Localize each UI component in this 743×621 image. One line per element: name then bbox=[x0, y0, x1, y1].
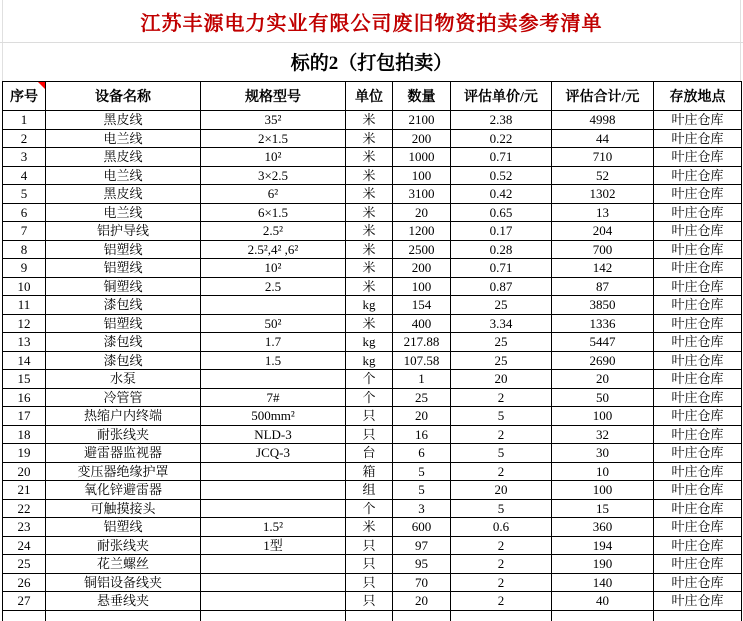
cell-location: 叶庄仓库 bbox=[654, 222, 742, 241]
cell-seq: 5 bbox=[3, 185, 46, 204]
cell-qty: 100 bbox=[393, 277, 451, 296]
cell-total: 32 bbox=[552, 425, 654, 444]
cell-total: 700 bbox=[552, 240, 654, 259]
cell-spec: JCQ-3 bbox=[201, 444, 346, 463]
cell-name: 热缩户内终端 bbox=[46, 407, 201, 426]
cell-spec: 2.5² bbox=[201, 222, 346, 241]
cell-unit: kg bbox=[346, 351, 393, 370]
cell-name: 漆包线 bbox=[46, 333, 201, 352]
cell-total: 87 bbox=[552, 277, 654, 296]
table-row bbox=[3, 129, 742, 148]
table-row bbox=[3, 111, 742, 130]
cell-unit-price: 2 bbox=[451, 462, 552, 481]
cell-seq: 14 bbox=[3, 351, 46, 370]
cell-seq: 22 bbox=[3, 499, 46, 518]
cell-location: 叶庄仓库 bbox=[654, 499, 742, 518]
cell-seq: 18 bbox=[3, 425, 46, 444]
partial-row bbox=[3, 610, 742, 621]
cell-unit: 米 bbox=[346, 518, 393, 537]
cell-location bbox=[654, 610, 742, 621]
cell-qty: 217.88 bbox=[393, 333, 451, 352]
cell-unit-price: 5 bbox=[451, 499, 552, 518]
table-row bbox=[3, 592, 742, 611]
cell-seq: 4 bbox=[3, 166, 46, 185]
cell-qty: 600 bbox=[393, 518, 451, 537]
col-header-location: 存放地点 bbox=[654, 82, 742, 111]
table-row bbox=[3, 388, 742, 407]
cell-name: 铝塑线 bbox=[46, 518, 201, 537]
cell-total: 204 bbox=[552, 222, 654, 241]
cell-name: 变压器绝缘护罩 bbox=[46, 462, 201, 481]
cell-unit: 组 bbox=[346, 481, 393, 500]
cell-total: 5447 bbox=[552, 333, 654, 352]
cell-unit-price: 0.71 bbox=[451, 148, 552, 167]
cell-location: 叶庄仓库 bbox=[654, 148, 742, 167]
cell-seq: 2 bbox=[3, 129, 46, 148]
cell-unit: 米 bbox=[346, 259, 393, 278]
table-row bbox=[3, 499, 742, 518]
cell-location: 叶庄仓库 bbox=[654, 203, 742, 222]
table-row bbox=[3, 370, 742, 389]
page-title: 江苏丰源电力实业有限公司废旧物资拍卖参考清单 bbox=[140, 12, 603, 35]
col-header-unit: 单位 bbox=[346, 82, 393, 111]
cell-seq: 27 bbox=[3, 592, 46, 611]
cell-unit-price: 2 bbox=[451, 555, 552, 574]
cell-total: 100 bbox=[552, 481, 654, 500]
header-row bbox=[3, 82, 742, 111]
cell-unit: 米 bbox=[346, 185, 393, 204]
cell-name: 铝塑线 bbox=[46, 259, 201, 278]
cell-total: 50 bbox=[552, 388, 654, 407]
cell-total: 710 bbox=[552, 148, 654, 167]
cell-location: 叶庄仓库 bbox=[654, 166, 742, 185]
table-row bbox=[3, 222, 742, 241]
col-header-total: 评估合计/元 bbox=[552, 82, 654, 111]
cell-name: 耐张线夹 bbox=[46, 536, 201, 555]
cell-unit-price: 2 bbox=[451, 425, 552, 444]
cell-location: 叶庄仓库 bbox=[654, 592, 742, 611]
cell-name: 花兰螺丝 bbox=[46, 555, 201, 574]
cell-seq: 25 bbox=[3, 555, 46, 574]
cell-total: 1302 bbox=[552, 185, 654, 204]
cell-unit: 米 bbox=[346, 240, 393, 259]
table-row bbox=[3, 166, 742, 185]
cell-name: 电兰线 bbox=[46, 166, 201, 185]
cell-location: 叶庄仓库 bbox=[654, 296, 742, 315]
cell-qty: 5 bbox=[393, 481, 451, 500]
cell-unit-price: 25 bbox=[451, 296, 552, 315]
cell-total bbox=[552, 610, 654, 621]
cell-seq: 12 bbox=[3, 314, 46, 333]
cell-unit-price: 0.22 bbox=[451, 129, 552, 148]
cell-spec bbox=[201, 592, 346, 611]
cell-unit-price: 2 bbox=[451, 592, 552, 611]
table-row bbox=[3, 407, 742, 426]
cell-seq: 11 bbox=[3, 296, 46, 315]
cell-seq: 6 bbox=[3, 203, 46, 222]
cell-seq: 10 bbox=[3, 277, 46, 296]
cell-total: 44 bbox=[552, 129, 654, 148]
cell-qty: 107.58 bbox=[393, 351, 451, 370]
cell-unit: kg bbox=[346, 333, 393, 352]
cell-unit: 米 bbox=[346, 111, 393, 130]
cell-name: 铝护导线 bbox=[46, 222, 201, 241]
cell-unit-price: 25 bbox=[451, 351, 552, 370]
cell-spec: 1.5² bbox=[201, 518, 346, 537]
cell-spec: 3×2.5 bbox=[201, 166, 346, 185]
table-row bbox=[3, 481, 742, 500]
cell-qty: 16 bbox=[393, 425, 451, 444]
col-header-unit-price: 评估单价/元 bbox=[451, 82, 552, 111]
table-row bbox=[3, 444, 742, 463]
cell-name: 铜塑线 bbox=[46, 277, 201, 296]
cell-spec bbox=[201, 499, 346, 518]
cell-name: 铝塑线 bbox=[46, 314, 201, 333]
cell-spec: 2.5 bbox=[201, 277, 346, 296]
cell-spec: 7# bbox=[201, 388, 346, 407]
cell-unit: 只 bbox=[346, 573, 393, 592]
cell-unit: 只 bbox=[346, 425, 393, 444]
cell-qty: 1000 bbox=[393, 148, 451, 167]
cell-unit: 米 bbox=[346, 222, 393, 241]
cell-qty: 154 bbox=[393, 296, 451, 315]
cell-qty: 20 bbox=[393, 407, 451, 426]
cell-spec: 6×1.5 bbox=[201, 203, 346, 222]
cell-name: 冷管管 bbox=[46, 388, 201, 407]
table-row bbox=[3, 462, 742, 481]
cell-unit: kg bbox=[346, 296, 393, 315]
col-header-spec: 规格型号 bbox=[201, 82, 346, 111]
cell-unit-price: 0.71 bbox=[451, 259, 552, 278]
cell-spec bbox=[201, 296, 346, 315]
cell-total: 360 bbox=[552, 518, 654, 537]
cell-spec: 2×1.5 bbox=[201, 129, 346, 148]
cell-spec: 10² bbox=[201, 148, 346, 167]
cell-spec: 10² bbox=[201, 259, 346, 278]
cell-total: 3850 bbox=[552, 296, 654, 315]
cell-spec: 1.5 bbox=[201, 351, 346, 370]
cell-unit: 个 bbox=[346, 499, 393, 518]
cell-location: 叶庄仓库 bbox=[654, 573, 742, 592]
table-row bbox=[3, 351, 742, 370]
cell-qty bbox=[393, 610, 451, 621]
cell-location: 叶庄仓库 bbox=[654, 518, 742, 537]
cell-seq: 16 bbox=[3, 388, 46, 407]
cell-unit: 箱 bbox=[346, 462, 393, 481]
cell-spec bbox=[201, 481, 346, 500]
table-row bbox=[3, 314, 742, 333]
cell-qty: 2100 bbox=[393, 111, 451, 130]
cell-total: 2690 bbox=[552, 351, 654, 370]
cell-total: 142 bbox=[552, 259, 654, 278]
cell-location: 叶庄仓库 bbox=[654, 129, 742, 148]
cell-seq: 15 bbox=[3, 370, 46, 389]
cell-qty: 1 bbox=[393, 370, 451, 389]
cell-spec bbox=[201, 610, 346, 621]
cell-spec bbox=[201, 370, 346, 389]
cell-qty: 400 bbox=[393, 314, 451, 333]
cell-qty: 200 bbox=[393, 129, 451, 148]
cell-unit-price: 2 bbox=[451, 388, 552, 407]
cell-name: 黑皮线 bbox=[46, 185, 201, 204]
cell-total: 52 bbox=[552, 166, 654, 185]
cell-spec bbox=[201, 462, 346, 481]
table-row bbox=[3, 148, 742, 167]
cell-unit: 米 bbox=[346, 129, 393, 148]
cell-name: 漆包线 bbox=[46, 296, 201, 315]
cell-qty: 200 bbox=[393, 259, 451, 278]
cell-unit: 米 bbox=[346, 166, 393, 185]
cell-qty: 20 bbox=[393, 203, 451, 222]
table-row bbox=[3, 536, 742, 555]
cell-name bbox=[46, 610, 201, 621]
col-header-seq bbox=[3, 82, 46, 111]
cell-spec: 6² bbox=[201, 185, 346, 204]
cell-location: 叶庄仓库 bbox=[654, 240, 742, 259]
cell-total: 194 bbox=[552, 536, 654, 555]
table-row bbox=[3, 203, 742, 222]
cell-name: 耐张线夹 bbox=[46, 425, 201, 444]
cell-seq: 23 bbox=[3, 518, 46, 537]
cell-name: 铜铝设备线夹 bbox=[46, 573, 201, 592]
cell-name: 可触摸接头 bbox=[46, 499, 201, 518]
cell-spec: 1型 bbox=[201, 536, 346, 555]
table-row bbox=[3, 333, 742, 352]
cell-location: 叶庄仓库 bbox=[654, 185, 742, 204]
cell-spec bbox=[201, 573, 346, 592]
cell-unit-price: 2 bbox=[451, 573, 552, 592]
page-subtitle: 标的2（打包拍卖） bbox=[290, 53, 453, 74]
cell-location: 叶庄仓库 bbox=[654, 536, 742, 555]
cell-location: 叶庄仓库 bbox=[654, 314, 742, 333]
cell-name: 电兰线 bbox=[46, 203, 201, 222]
cell-total: 13 bbox=[552, 203, 654, 222]
col-header-qty: 数量 bbox=[393, 82, 451, 111]
col-header-name: 设备名称 bbox=[46, 82, 201, 111]
cell-spec bbox=[201, 555, 346, 574]
cell-seq: 9 bbox=[3, 259, 46, 278]
cell-unit-price: 0.65 bbox=[451, 203, 552, 222]
cell-spec: 1.7 bbox=[201, 333, 346, 352]
cell-total: 40 bbox=[552, 592, 654, 611]
cell-unit: 只 bbox=[346, 555, 393, 574]
cell-qty: 5 bbox=[393, 462, 451, 481]
cell-spec: 35² bbox=[201, 111, 346, 130]
table-row bbox=[3, 185, 742, 204]
cell-location: 叶庄仓库 bbox=[654, 555, 742, 574]
cell-seq: 1 bbox=[3, 111, 46, 130]
table-row bbox=[3, 240, 742, 259]
cell-qty: 3 bbox=[393, 499, 451, 518]
cell-location: 叶庄仓库 bbox=[654, 333, 742, 352]
cell-location: 叶庄仓库 bbox=[654, 259, 742, 278]
table-row bbox=[3, 518, 742, 537]
table-row bbox=[3, 296, 742, 315]
cell-qty: 6 bbox=[393, 444, 451, 463]
cell-name: 漆包线 bbox=[46, 351, 201, 370]
cell-location: 叶庄仓库 bbox=[654, 111, 742, 130]
cell-unit-price: 5 bbox=[451, 444, 552, 463]
cell-name: 铝塑线 bbox=[46, 240, 201, 259]
cell-unit-price: 0.17 bbox=[451, 222, 552, 241]
cell-location: 叶庄仓库 bbox=[654, 370, 742, 389]
cell-unit: 只 bbox=[346, 407, 393, 426]
cell-location: 叶庄仓库 bbox=[654, 277, 742, 296]
cell-unit: 个 bbox=[346, 388, 393, 407]
cell-unit-price: 20 bbox=[451, 481, 552, 500]
cell-seq: 20 bbox=[3, 462, 46, 481]
cell-seq: 17 bbox=[3, 407, 46, 426]
cell-seq: 21 bbox=[3, 481, 46, 500]
cell-seq bbox=[3, 610, 46, 621]
comment-marker-icon[interactable] bbox=[38, 82, 45, 89]
cell-seq: 26 bbox=[3, 573, 46, 592]
table-row bbox=[3, 277, 742, 296]
cell-qty: 2500 bbox=[393, 240, 451, 259]
cell-spec: NLD-3 bbox=[201, 425, 346, 444]
cell-spec: 50² bbox=[201, 314, 346, 333]
cell-unit-price: 3.34 bbox=[451, 314, 552, 333]
cell-unit-price: 2 bbox=[451, 536, 552, 555]
cell-unit-price: 0.42 bbox=[451, 185, 552, 204]
table-row bbox=[3, 573, 742, 592]
cell-unit-price: 0.52 bbox=[451, 166, 552, 185]
cell-unit: 米 bbox=[346, 148, 393, 167]
cell-qty: 100 bbox=[393, 166, 451, 185]
cell-seq: 19 bbox=[3, 444, 46, 463]
col-header-seq-label: 序号 bbox=[10, 90, 38, 105]
cell-unit-price: 25 bbox=[451, 333, 552, 352]
cell-total: 100 bbox=[552, 407, 654, 426]
cell-qty: 95 bbox=[393, 555, 451, 574]
table-row bbox=[3, 555, 742, 574]
cell-seq: 7 bbox=[3, 222, 46, 241]
cell-total: 4998 bbox=[552, 111, 654, 130]
cell-unit-price: 2.38 bbox=[451, 111, 552, 130]
cell-seq: 8 bbox=[3, 240, 46, 259]
cell-total: 190 bbox=[552, 555, 654, 574]
cell-unit: 个 bbox=[346, 370, 393, 389]
cell-unit-price: 0.28 bbox=[451, 240, 552, 259]
cell-location: 叶庄仓库 bbox=[654, 462, 742, 481]
cell-location: 叶庄仓库 bbox=[654, 388, 742, 407]
cell-location: 叶庄仓库 bbox=[654, 351, 742, 370]
auction-table bbox=[2, 81, 742, 621]
cell-total: 30 bbox=[552, 444, 654, 463]
cell-unit-price: 5 bbox=[451, 407, 552, 426]
cell-total: 15 bbox=[552, 499, 654, 518]
cell-unit: 只 bbox=[346, 536, 393, 555]
cell-unit-price: 0.87 bbox=[451, 277, 552, 296]
cell-unit-price bbox=[451, 610, 552, 621]
cell-location: 叶庄仓库 bbox=[654, 481, 742, 500]
cell-location: 叶庄仓库 bbox=[654, 407, 742, 426]
cell-seq: 24 bbox=[3, 536, 46, 555]
cell-total: 140 bbox=[552, 573, 654, 592]
cell-name: 黑皮线 bbox=[46, 148, 201, 167]
cell-name: 悬垂线夹 bbox=[46, 592, 201, 611]
cell-name: 水泵 bbox=[46, 370, 201, 389]
cell-spec: 500mm² bbox=[201, 407, 346, 426]
cell-qty: 20 bbox=[393, 592, 451, 611]
cell-qty: 25 bbox=[393, 388, 451, 407]
cell-location: 叶庄仓库 bbox=[654, 425, 742, 444]
table-body bbox=[3, 111, 742, 621]
cell-name: 电兰线 bbox=[46, 129, 201, 148]
cell-unit: 只 bbox=[346, 592, 393, 611]
cell-seq: 13 bbox=[3, 333, 46, 352]
cell-unit: 米 bbox=[346, 314, 393, 333]
cell-unit: 米 bbox=[346, 277, 393, 296]
cell-unit-price: 0.6 bbox=[451, 518, 552, 537]
cell-name: 氧化锌避雷器 bbox=[46, 481, 201, 500]
cell-unit: 米 bbox=[346, 203, 393, 222]
cell-seq: 3 bbox=[3, 148, 46, 167]
cell-unit bbox=[346, 610, 393, 621]
cell-name: 避雷器监视器 bbox=[46, 444, 201, 463]
cell-qty: 3100 bbox=[393, 185, 451, 204]
cell-total: 10 bbox=[552, 462, 654, 481]
cell-location: 叶庄仓库 bbox=[654, 444, 742, 463]
cell-total: 20 bbox=[552, 370, 654, 389]
table-row bbox=[3, 425, 742, 444]
cell-qty: 1200 bbox=[393, 222, 451, 241]
cell-unit-price: 20 bbox=[451, 370, 552, 389]
table-row bbox=[3, 259, 742, 278]
cell-qty: 97 bbox=[393, 536, 451, 555]
cell-unit: 台 bbox=[346, 444, 393, 463]
table-header bbox=[3, 82, 742, 111]
cell-spec: 2.5²,4² ,6² bbox=[201, 240, 346, 259]
cell-qty: 70 bbox=[393, 573, 451, 592]
cell-name: 黑皮线 bbox=[46, 111, 201, 130]
cell-total: 1336 bbox=[552, 314, 654, 333]
